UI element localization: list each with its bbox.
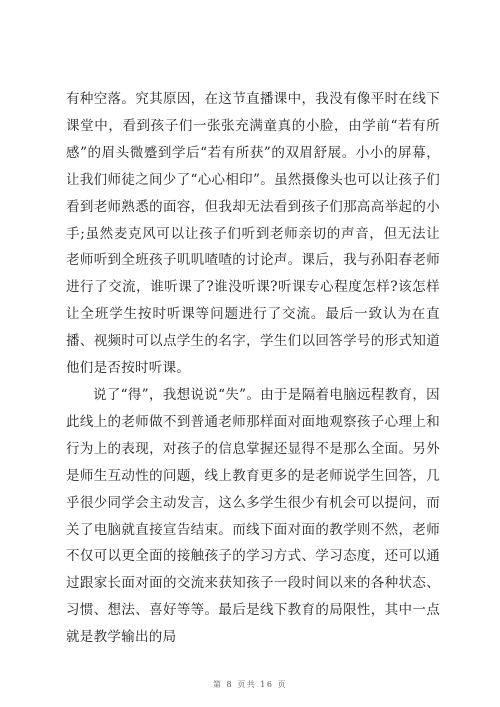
paragraph-continued: 有种空落。究其原因，在这节直播课中，我没有像平时在线下课堂中，看到孩子们一张张充满童真的小脸，由学前“若有所感”的眉头微蹙到学后“若有所获”的双眉舒展。小小的屏幕，让我们师徒之间少了“心心相印”。虽然摄像头也可以让孩子们看到老师熟悉的面容，但我却无法看到孩子们那高高举起的小手;虽然麦克风可以让孩子们听到老师亲切的声音，但无法让老师听到全班孩子叽叽喳喳的讨论声。课后，我与孙阳春老师进行了交流，谁听课了?谁没听课?听课专心程度怎样?该怎样让全班学生按时听课等问题进行了交流。最后一致认为在直播、视频时可以点学生的名字，学生们以回答学号的形式知道他们是否按时听课。 [66, 91, 440, 377]
page-number-footer: 第 8 页共 16 页 [213, 680, 287, 689]
paragraph-gain-and-loss: 说了“得”，我想说说“失”。由于是隔着电脑远程教育，因此线上的老师做不到普通老师那样面对面地观察孩子心理上和行为上的表现，对孩子的信息掌握还显得不是那么全面。另外是师生互动性的问题，线上教育更多的是老师说学生回答，几乎很少同学会主动发言，这么多学生很少有机会可以提问，而关了电脑就直接宣告结束。而线下面对面的教学则不然，老师不仅可以更全面的接触孩子的学习方式、学习态度，还可以通过跟家长面对面的交流来获知孩子一段时间以来的各种状态、习惯、想法、喜好等等。最后是线下教育的局限性，其中一点就是教学输出的局 [66, 386, 440, 646]
document-body [66, 86, 440, 651]
